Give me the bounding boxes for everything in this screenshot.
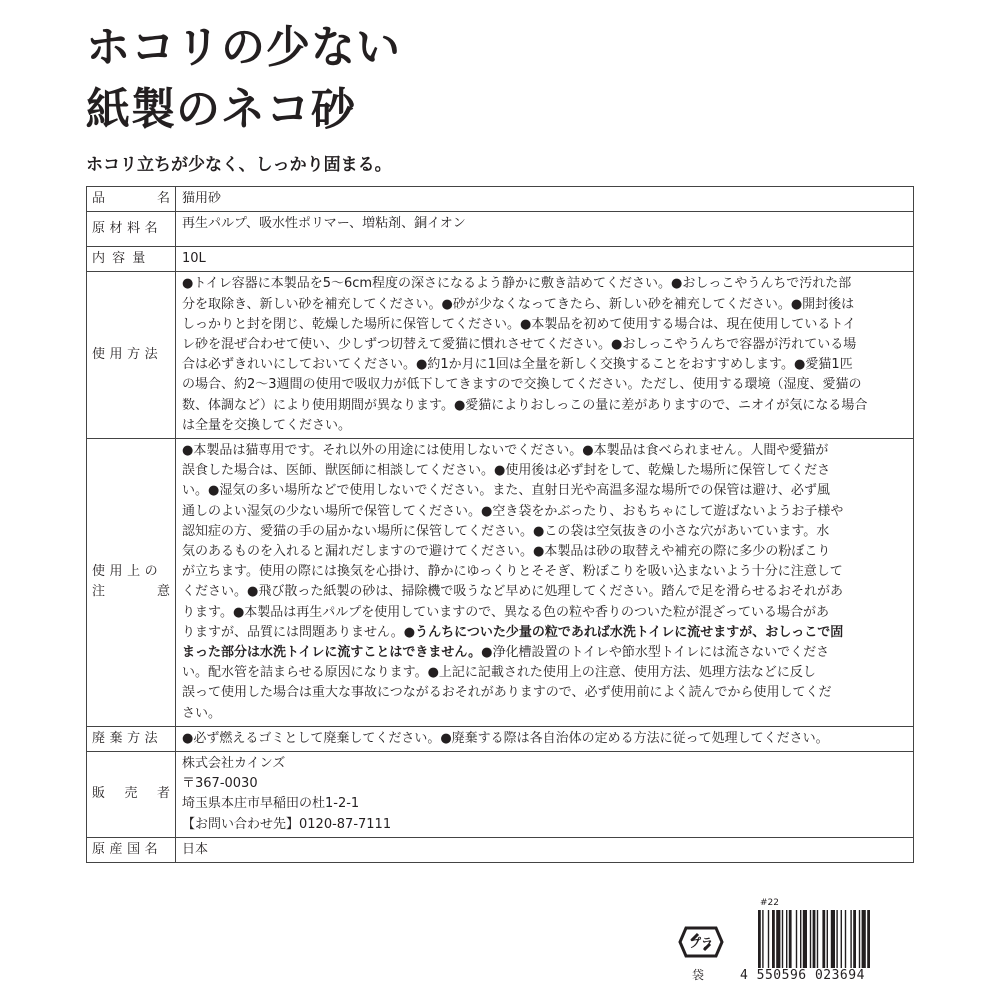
page-title-line2: 紙製のネコ砂 [86,84,356,135]
seller-line: 埼玉県本庄市早稲田の杜1-2-1 [182,796,360,812]
precaution-line: 誤食した場合は、医師、獣医師に相談してください。●使用後は必ず封をして、乾燥した場所に保管してくださ [182,463,831,479]
barcode [740,898,910,988]
barcode-code-label: #22 [760,898,779,908]
usage-line: しっかりと封を閉じ、乾燥した場所に保管してください。●本製品を初めて使用する場合は、現在使用しているトイ [182,316,856,332]
label-char: 注 [92,584,106,600]
precaution-line: 認知症の方、愛猫の手の届かない場所に保管してください。●この袋は空気抜きの小さな穴があいています。水 [182,523,830,539]
row-materials [87,212,914,247]
label-char: 売 [124,786,138,802]
precaution-line: りますが、品質には問題ありません。●うんちについた少量の粒であれば水洗トイレに流せますが、おしっこで固 [182,624,844,640]
recycle-mark [678,920,730,990]
label-precautions: 使用上の 注 意 [87,439,176,727]
label-char: 意 [156,584,170,600]
row-origin [87,837,914,862]
product-spec-table [86,186,914,863]
label-product-name [87,187,176,212]
value-seller [176,752,914,838]
precaution-line: 気のあるものを入れると漏れだしますので避けてください。●本製品は砂の取替えや補充の際に多少の粉ぼこり [182,544,831,560]
barcode-icon [758,910,904,968]
seller-line: 〒367-0030 [182,776,258,792]
usage-line: は全量を交換してください。 [182,417,352,433]
label-char: 者 [156,786,170,802]
usage-line: 合は必ずきれいにしておいてください。●約1か月に1回は全量を新しく交換することをおすすめします。●愛猫1匹 [182,357,853,373]
row-precautions [87,439,914,727]
precaution-line: ●本製品は猫専用です。それ以外の用途には使用しないでください。●本製品は食べられません。人間や愛猫が [182,443,829,459]
label-char: 品 [92,191,106,206]
value-product-name: 猫用砂 [176,187,914,212]
precaution-line: が立ちます。使用の際には換気を心掛け、静かにゆっくりとそそぎ、粉ぼこりを吸い込まないよう十分に注意して [182,564,843,580]
usage-line: レ砂を混ぜ合わせて使い、少しずつ切替えて愛猫に慣れさせてください。●おしっこやうんちで容器が汚れている場 [182,337,857,353]
row-usage [87,272,914,439]
page-title-line1: ホコリの少ない [86,22,401,73]
usage-line: 分を取除き、新しい砂を補充してください。●砂が少なくなってきたら、新しい砂を補充してください。●開封後は [182,296,855,312]
subtitle: ホコリ立ちが少なく、しっかり固まる。 [86,155,392,175]
label-volume: 内容量 [87,247,176,272]
precaution-line: さい。 [182,705,222,721]
label-disposal: 廃棄方法 [87,726,176,751]
plastic-recycle-icon [678,920,724,964]
recycle-mark-text: プラ [688,936,714,950]
value-volume: 10L [176,247,914,272]
usage-line: ●トイレ容器に本製品を5～6cm程度の深さになるよう静かに敷き詰めてください。●おしっこやうんちで汚れた部 [182,276,852,292]
precaution-line: まった部分は水洗トイレに流すことはできません。●浄化槽設置のトイレや節水型トイレには流さないでくださ [182,645,830,661]
row-volume [87,247,914,272]
precaution-line: い。配水管を詰まらせる原因になります。●上記に記載された使用上の注意、使用方法、処理方法などに反し [182,665,816,681]
label-char: 販 [92,786,106,802]
bold-warning: ●うんちについた少量の粒であれば水洗トイレに流せますが、おしっこで固 [403,624,844,640]
value-origin: 日本 [176,837,914,862]
precaution-line: い。●湿気の多い場所などで使用しないでください。また、直射日光や高温多湿な場所での保管は避け、必ず風 [182,483,830,499]
row-seller [87,752,914,838]
precaution-line: ください。●飛び散った紙製の砂は、掃除機で吸うなど早めに処理してください。踏んで足を滑らせるおそれがあ [182,584,843,600]
label-usage: 使用方法 [87,272,176,439]
label-origin: 原産国名 [87,837,176,862]
value-materials: 再生パルプ、吸水性ポリマー、増粘剤、銅イオン [176,212,914,247]
value-precautions [176,439,914,727]
label-materials: 原材料名 [87,212,176,247]
usage-line: の場合、約2～3週間の使用で吸収力が低下してきますので交換してください。ただし、使用する環境（湿度、愛猫の [182,377,862,393]
seller-line: 株式会社カインズ [182,756,286,772]
row-disposal [87,726,914,751]
barcode-digits: 4 550596 023694 [740,968,865,983]
row-product-name [87,187,914,212]
bold-warning: まった部分は水洗トイレに流すことはできません。 [182,645,482,661]
label-seller [87,752,176,838]
precaution-line: 通しのよい湿気の少ない場所で保管してください。●空き袋をかぶったり、おもちゃにして遊ばないようお子様や [182,503,844,519]
recycle-label: 袋 [691,968,704,982]
label-char: 名 [156,191,170,206]
value-usage [176,272,914,439]
seller-line: 【お問い合わせ先】0120-87-7111 [182,816,392,832]
value-disposal: ●必ず燃えるゴミとして廃棄してください。●廃棄する際は各自治体の定める方法に従って処理してください。 [176,726,914,751]
usage-line: 数、体調など）により使用期間が異なります。●愛猫によりおしっこの量に差がありますので、ニオイが気になる場合 [182,397,868,413]
precaution-line: 誤って使用した場合は重大な事故につながるおそれがありますので、必ず使用前によく読んでから使用してくだ [182,685,832,701]
precaution-line: ります。●本製品は再生パルプを使用していますので、異なる色の粒や香りのついた粒が混ざっている場合があ [182,604,830,620]
